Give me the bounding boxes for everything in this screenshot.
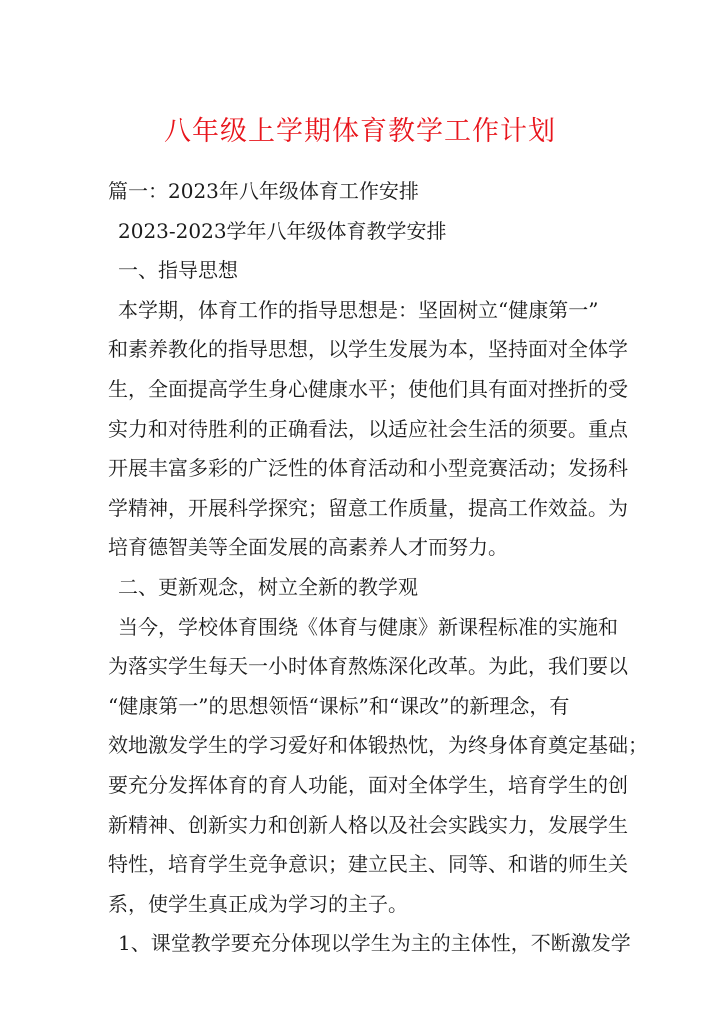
subtitle-line: 2023-2023学年八年级体育教学安排 xyxy=(118,218,447,243)
paragraph-line: 生，全面提高学生身心健康水平；使他们具有面对挫折的受 xyxy=(108,376,628,401)
paragraph-line: 实力和对待胜利的正确看法，以适应社会生活的须要。重点 xyxy=(108,416,628,441)
paragraph-line: 特性，培育学生竞争意识；建立民主、同等、和谐的师生关 xyxy=(108,852,628,877)
paragraph-line: 当今，学校体育围绕《体育与健康》新课程标准的实施和 xyxy=(118,614,618,639)
section-heading-2: 二、更新观念，树立全新的教学观 xyxy=(118,574,418,599)
paragraph-line: 效地激发学生的学习爱好和体锻热忱，为终身体育奠定基础； xyxy=(108,733,648,758)
paragraph-line: 本学期，体育工作的指导思想是：坚固树立“健康第一” xyxy=(118,297,599,322)
paragraph-line: 学精神，开展科学探究；留意工作质量，提高工作效益。为 xyxy=(108,495,628,520)
section-heading-1: 一、指导思想 xyxy=(118,258,238,283)
paragraph-line: 新精神、创新实力和创新人格以及社会实践实力，发展学生 xyxy=(108,812,628,837)
paragraph-line: “健康第一”的思想领悟“课标”和“课改”的新理念，有 xyxy=(108,693,570,718)
document-title: 八年级上学期体育教学工作计划 xyxy=(164,116,556,147)
paragraph-line: 开展丰富多彩的广泛性的体育活动和小型竞赛活动；发扬科 xyxy=(108,456,628,481)
paragraph-line: 要充分发挥体育的育人功能，面对全体学生，培育学生的创 xyxy=(108,772,628,797)
paragraph-line: 和素养教化的指导思想，以学生发展为本，坚持面对全体学 xyxy=(108,337,628,362)
paragraph-line: 系，使学生真正成为学习的主子。 xyxy=(108,891,408,916)
section-heading-article: 篇一：2023年八年级体育工作安排 xyxy=(108,179,419,203)
document-body xyxy=(108,172,720,964)
paragraph-line: 1、课堂教学要充分体现以学生为主的主体性，不断激发学 xyxy=(118,931,631,956)
paragraph-line: 培育德智美等全面发展的高素养人才而努力。 xyxy=(108,535,508,560)
paragraph-line: 为落实学生每天一小时体育熬炼深化改革。为此，我们要以 xyxy=(108,654,628,679)
